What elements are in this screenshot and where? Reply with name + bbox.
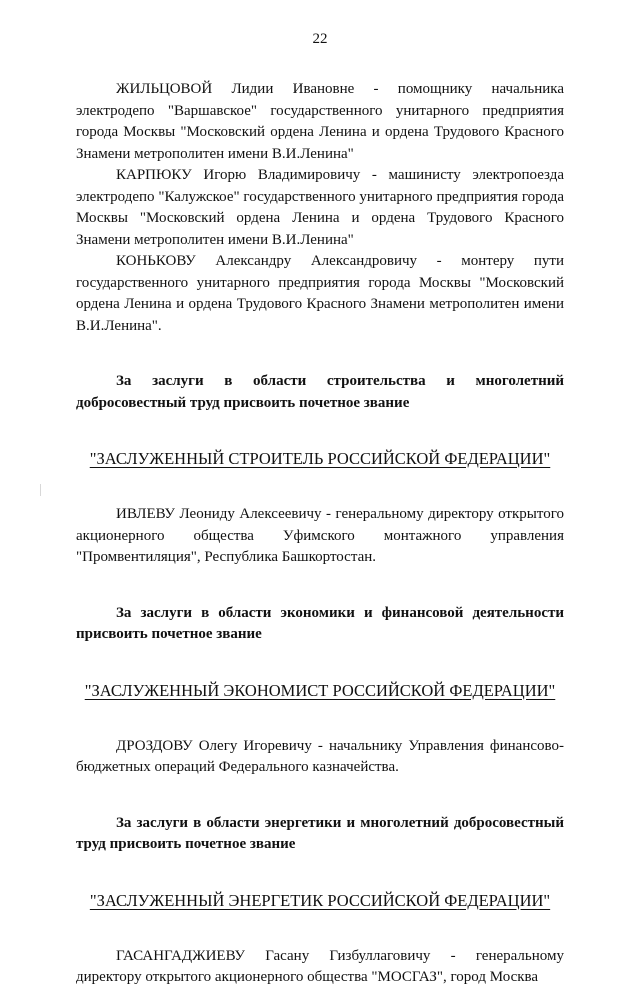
- award-entry: ДРОЗДОВУ Олегу Игоревичу - начальнику Управления финансово-бюджетных операций Федерального казначейства.: [76, 737, 564, 775]
- award-entry: ЖИЛЬЦОВОЙ Лидии Ивановне - помощнику начальника электродепо "Варшавское" государственного унитарного предприятия города Москвы "Московский ордена Ленина и ордена Трудового Красного Знамени метрополитен имени В.И.Ленина": [76, 81, 564, 162]
- honorary-title: [76, 680, 564, 702]
- scan-artifact: [40, 484, 41, 496]
- honorary-title-text: "ЗАСЛУЖЕННЫЙ СТРОИТЕЛЬ РОССИЙСКОЙ ФЕДЕРАЦИИ": [89, 449, 551, 468]
- award-entry: ГАСАНГАДЖИЕВУ Гасану Гизбуллаговичу - генеральному директору открытого акционерного общества "МОСГАЗ", город Москва: [76, 947, 564, 985]
- award-entry: КАРПЮКУ Игорю Владимировичу - машинисту электропоезда электродепо "Калужское" государственного унитарного предприятия города Москвы "Московский ордена Ленина и ордена Трудового Красного Знамени метрополитен имени В.И.Ленина": [76, 167, 564, 248]
- page-number: 22: [312, 31, 328, 47]
- honorary-title-text: "ЗАСЛУЖЕННЫЙ ЭКОНОМИСТ РОССИЙСКОЙ ФЕДЕРАЦИИ": [84, 680, 556, 700]
- section-intro: За заслуги в области экономики и финансовой деятельности присвоить почетное звание: [76, 604, 564, 642]
- award-entry: КОНЬКОВУ Александру Александровичу - монтеру пути государственного унитарного предприятия города Москвы "Московский ордена Ленина и ордена Трудового Красного Знамени метрополитен имени В.И.Ленина".: [76, 253, 564, 334]
- document-body: [76, 79, 564, 989]
- honorary-title: [76, 448, 564, 470]
- honorary-title-text: "ЗАСЛУЖЕННЫЙ ЭНЕРГЕТИК РОССИЙСКОЙ ФЕДЕРАЦИИ": [89, 890, 551, 910]
- section-intro: За заслуги в области энергетики и многолетний добросовестный труд присвоить почетное звание: [76, 814, 564, 852]
- award-entry: ИВЛЕВУ Леониду Алексеевичу - генеральному директору открытого акционерного общества Уфимского монтажного управления "Промвентиляция", Республика Башкортостан.: [76, 506, 564, 565]
- section-intro: За заслуги в области строительства и многолетний добросовестный труд присвоить почетное звание: [76, 373, 564, 411]
- honorary-title: [76, 890, 564, 912]
